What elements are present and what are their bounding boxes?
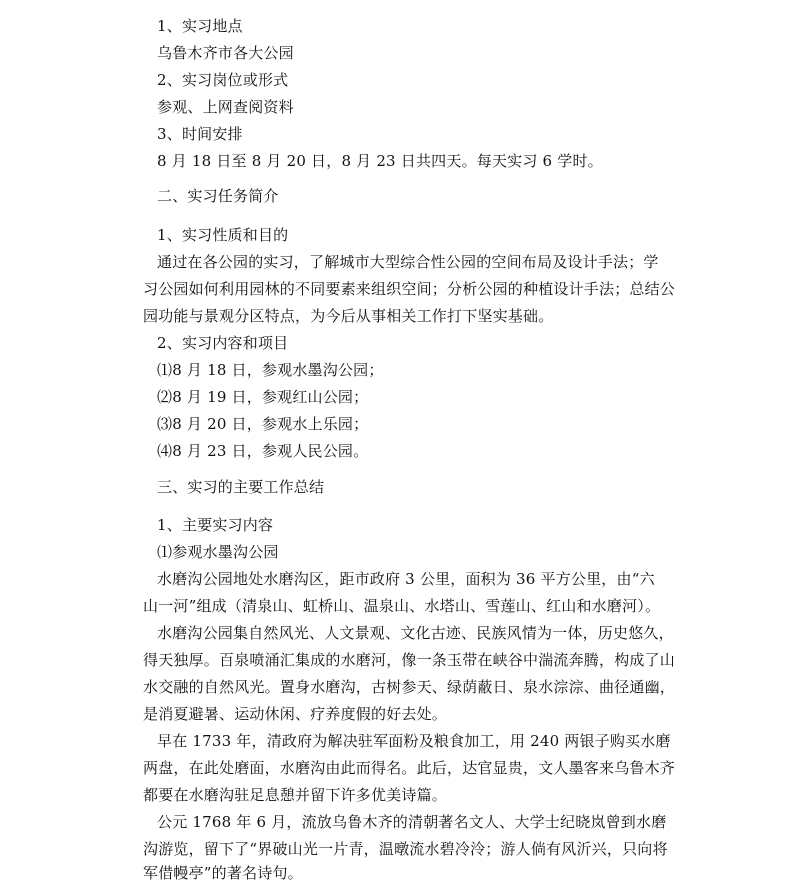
heading-purpose: 1、实习性质和目的 — [157, 226, 289, 244]
paragraph-line: 早在 1733 年，清政府为解决驻军面粉及粮食加工，用 240 两银子购买水磨 — [157, 732, 671, 750]
section-work-summary: 三、实习的主要工作总结 — [157, 478, 325, 496]
paragraph-line: 都要在水磨沟驻足息憩并留下许多优美诗篇。 — [143, 786, 448, 804]
paragraph-purpose-line: 园功能与景观分区特点，为今后从事相关工作打下坚实基础。 — [143, 307, 554, 325]
paragraph-line: 公元 1768 年 6 月，流放乌鲁木齐的清朝著名文人、大学士纪晓岚曾到水磨 — [157, 813, 667, 831]
heading-location: 1、实习地点 — [157, 17, 243, 35]
heading-shuimogou: ⑴参观水墨沟公园 — [157, 543, 279, 561]
paragraph-purpose-line: 习公园如何利用园林的不同要素来组织空间；分析公园的种植设计手法；总结公 — [143, 280, 676, 298]
heading-main-content: 1、主要实习内容 — [157, 516, 274, 534]
list-item: ⑶8 月 20 日，参观水上乐园； — [157, 415, 369, 433]
paragraph-line: 得天独厚。百泉喷涌汇集成的水磨河，像一条玉带在峡谷中湍流奔腾，构成了山 — [143, 651, 676, 669]
paragraph-line: 水交融的自然风光。置身水磨沟，古树参天、绿荫蔽日、泉水淙淙、曲径通幽， — [143, 678, 676, 696]
paragraph-line: 水磨沟公园地处水磨沟区，距市政府 3 公里，面积为 36 平方公里，由“六 — [157, 570, 655, 588]
paragraph-line: 水磨沟公园集自然风光、人文景观、文化古迹、民族风情为一体，历史悠久， — [157, 624, 674, 642]
text-location: 乌鲁木齐市各大公园 — [157, 44, 294, 62]
list-item: ⑵8 月 19 日，参观红山公园； — [157, 388, 369, 406]
heading-schedule: 3、时间安排 — [157, 125, 243, 143]
paragraph-line: 沟游览，留下了“界破山光一片青，温暾流水碧冷泠；游人倘有风沂兴，只向将 — [143, 840, 668, 858]
list-item: ⑷8 月 23 日，参观人民公园。 — [157, 442, 369, 460]
text-schedule: 8 月 18 日至 8 月 20 日，8 月 23 日共四天。每天实习 6 学时。 — [157, 152, 603, 170]
heading-position: 2、实习岗位或形式 — [157, 71, 289, 89]
section-task-intro: 二、实习任务简介 — [157, 187, 279, 205]
paragraph-line: 军借幔亭”的著名诗句。 — [143, 864, 303, 882]
paragraph-purpose-line: 通过在各公园的实习，了解城市大型综合性公园的空间布局及设计手法；学 — [157, 253, 659, 271]
paragraph-line: 山一河”组成（清泉山、虹桥山、温泉山、水塔山、雪莲山、红山和水磨河）。 — [143, 597, 661, 615]
paragraph-line: 两盘，在此处磨面，水磨沟由此而得名。此后，达官显贵，文人墨客来乌鲁木齐 — [143, 759, 676, 777]
text-position: 参观、上网查阅资料 — [157, 98, 294, 116]
list-item: ⑴8 月 18 日，参观水墨沟公园； — [157, 361, 384, 379]
heading-content-items: 2、实习内容和项目 — [157, 334, 289, 352]
paragraph-line: 是消夏避暑、运动休闲、疗养度假的好去处。 — [143, 705, 448, 723]
